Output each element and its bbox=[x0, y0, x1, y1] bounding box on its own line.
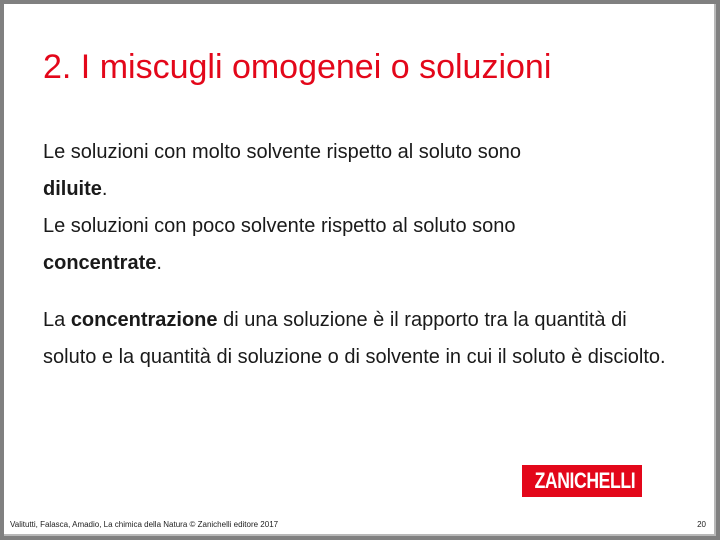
slide-title: 2. I miscugli omogenei o soluzioni bbox=[43, 48, 552, 86]
logo-text: ZANICHELLI bbox=[534, 468, 636, 493]
punctuation: . bbox=[156, 252, 162, 274]
slide bbox=[4, 4, 716, 536]
paragraph-text: La bbox=[43, 309, 71, 331]
page-number: 20 bbox=[697, 520, 706, 529]
paragraph-text: Le soluzioni con molto solvente rispetto al soluto sono bbox=[43, 141, 522, 163]
keyword-diluite: diluite bbox=[43, 178, 102, 200]
slide-body bbox=[43, 134, 683, 376]
paragraph-diluite bbox=[43, 134, 683, 208]
footer-credits: Valitutti, Falasca, Amadio, La chimica della Natura © Zanichelli editore 2017 bbox=[10, 520, 279, 529]
paragraph-concentrazione bbox=[43, 302, 683, 376]
paragraph-text: di una soluzione è il rapporto tra la quantità di soluto e la quantità di soluzione o di solvente in cui il soluto è disciolto. bbox=[43, 309, 666, 368]
zanichelli-logo bbox=[522, 465, 642, 497]
keyword-concentrazione: concentrazione bbox=[70, 309, 218, 331]
keyword-concentrate: concentrate bbox=[43, 252, 157, 274]
punctuation: . bbox=[101, 178, 108, 200]
paragraph-text: Le soluzioni con poco solvente rispetto al soluto sono bbox=[43, 215, 516, 237]
paragraph-concentrate bbox=[43, 208, 683, 282]
